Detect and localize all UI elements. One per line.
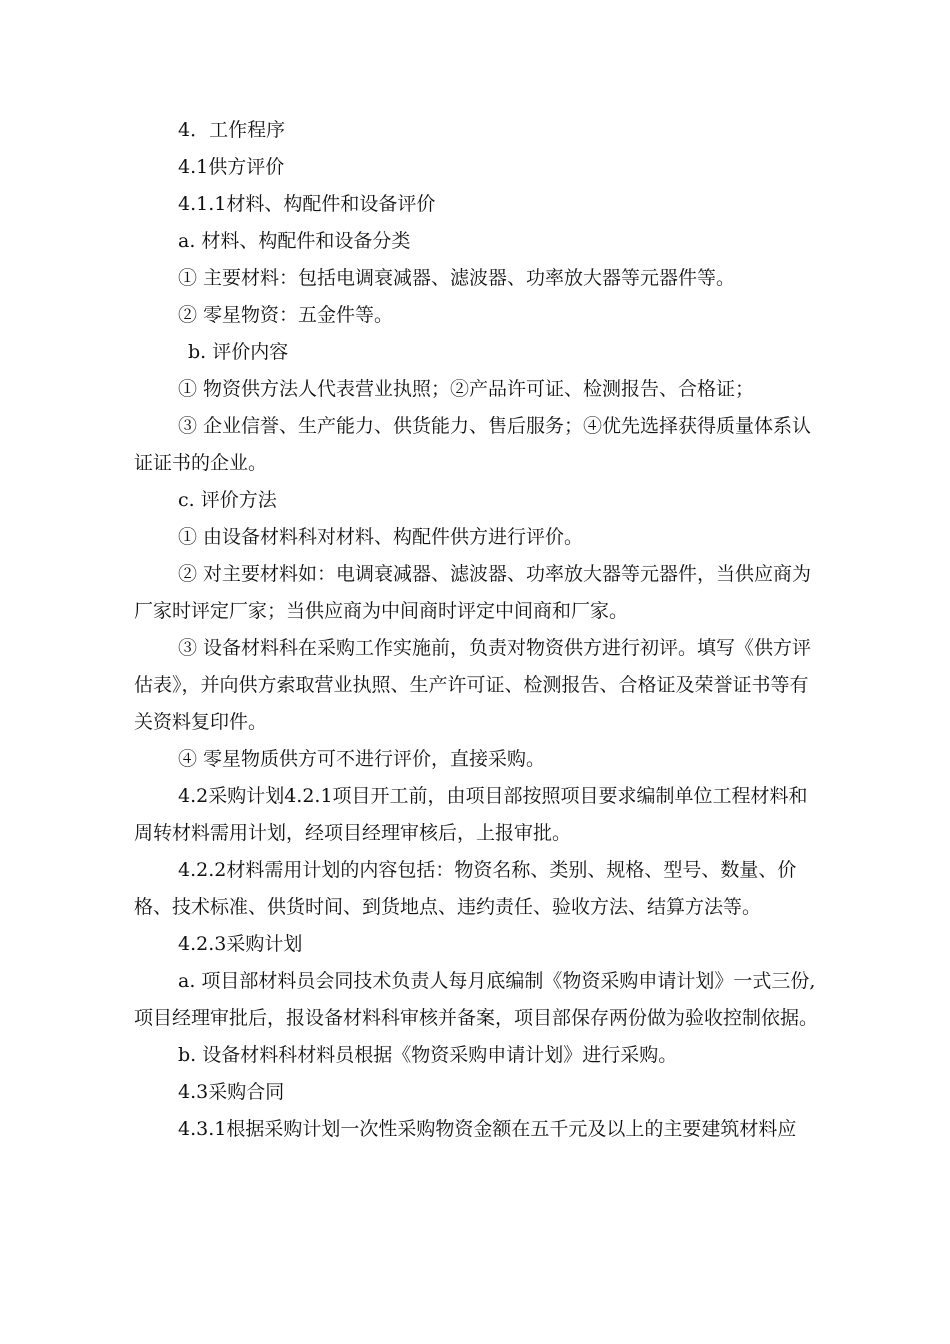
body-paragraph: 4.3.1根据采购计划一次性采购物资金额在五千元及以上的主要建筑材料应: [178, 1118, 797, 1140]
list-heading: a. 材料、构配件和设备分类: [178, 230, 411, 252]
subsection-heading: 4.2.3采购计划: [178, 933, 303, 955]
list-item: ③ 企业信誉、生产能力、供货能力、售后服务；④优先选择获得质量体系认证证书的企业。: [134, 415, 812, 474]
subsection-heading: 4.3采购合同: [178, 1081, 285, 1103]
body-paragraph: 4.2.2材料需用计划的内容包括：物资名称、类别、规格、型号、数量、价格、技术标准、供货时间、到货地点、违约责任、验收方法、结算方法等。: [134, 859, 797, 918]
list-item: ③ 设备材料科在采购工作实施前，负责对物资供方进行初评。填写《供方评估表》，并向供方索取营业执照、生产许可证、检测报告、合格证及荣誉证书等有关资料复印件。: [134, 637, 812, 733]
list-item: a. 项目部材料员会同技术负责人每月底编制《物资采购申请计划》一式三份,项目经理审批后，报设备材料科审核并备案，项目部保存两份做为验收控制依据。: [134, 970, 819, 1029]
subsection-heading: 4.1供方评价: [178, 156, 285, 178]
list-item: ① 主要材料：包括电调衰减器、滤波器、功率放大器等元器件等。: [178, 267, 736, 289]
list-item: ① 物资供方法人代表营业执照；②产品许可证、检测报告、合格证；: [178, 378, 755, 400]
list-item: ② 零星物资：五金件等。: [178, 304, 394, 326]
list-item: b. 设备材料科材料员根据《物资采购申请计划》进行采购。: [178, 1044, 678, 1066]
body-paragraph: 4.2采购计划4.2.1项目开工前，由项目部按照项目要求编制单位工程材料和周转材料需用计划，经项目经理审核后，上报审批。: [134, 785, 808, 844]
list-item: ① 由设备材料科对材料、构配件供方进行评价。: [178, 526, 584, 548]
subsection-heading: 4.1.1材料、构配件和设备评价: [178, 193, 436, 215]
list-heading: c. 评价方法: [178, 489, 277, 511]
list-heading: b. 评价内容: [188, 341, 289, 363]
section-heading: 4．工作程序: [178, 119, 286, 141]
document-body: [134, 112, 824, 1148]
list-item: ② 对主要材料如：电调衰减器、滤波器、功率放大器等元器件，当供应商为厂家时评定厂家；当供应商为中间商时评定中间商和厂家。: [134, 563, 812, 622]
list-item: ④ 零星物质供方可不进行评价，直接采购。: [178, 748, 546, 770]
